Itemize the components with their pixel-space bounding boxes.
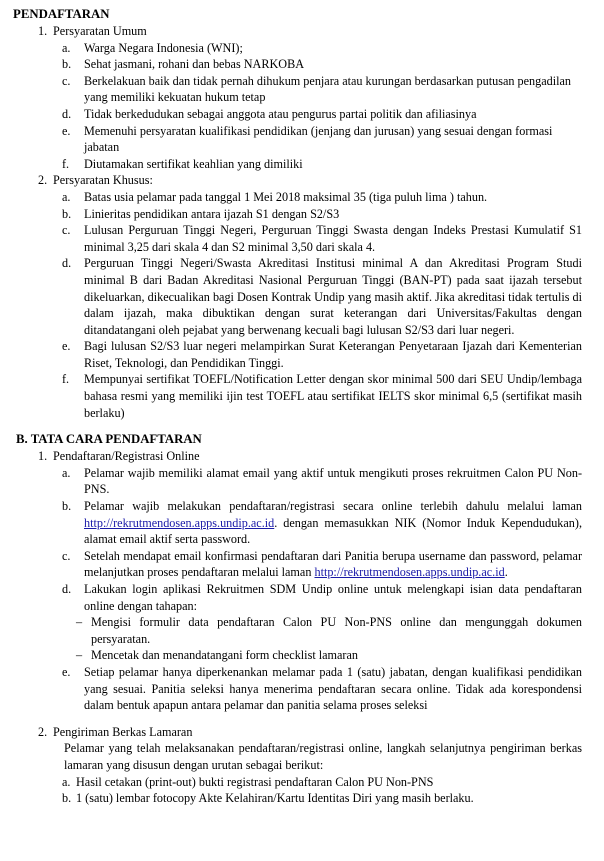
subsection-title: Persyaratan Umum	[53, 24, 147, 38]
list-item-text: Diutamakan sertifikat keahlian yang dimiliki	[84, 156, 303, 171]
list-letter: b.	[62, 57, 72, 72]
list-item	[0, 255, 604, 338]
list-number: 1.	[38, 24, 48, 38]
list-item-text: Bagi lulusan S2/S3 luar negeri melampirkan Surat Keterangan Penyetaraan Ijazah dari Kementerian Riset, Teknologi, dan Pendidikan Tinggi.	[84, 339, 582, 370]
list-item	[0, 790, 604, 807]
list-item	[0, 123, 604, 156]
list-item-text: Hasil cetakan (print-out) bukti registrasi pendaftaran Calon PU Non-PNS	[76, 774, 434, 789]
spacer	[0, 714, 604, 724]
list-item	[0, 56, 604, 73]
dash-bullet: –	[76, 615, 83, 630]
list-item-text: Lakukan login aplikasi Rekruitmen SDM Undip online untuk melengkapi isian data pendaftaran online dengan tahapan:	[84, 582, 582, 613]
list-letter: d.	[62, 256, 72, 271]
list-item-text: Mempunyai sertifikat TOEFL/Notification Letter dengan skor minimal 500 dari SEU Undip/lembaga bahasa resmi yang memiliki ijin test TOEFL atau sertifikat IELTS skor minimal 6,5 (sertifikat masih berlaku)	[84, 372, 582, 420]
list-letter: e.	[62, 664, 71, 679]
list-item	[0, 498, 604, 548]
document-page	[0, 6, 604, 807]
list-item-text: Linieritas pendidikan antara ijazah S1 dengan S2/S3	[84, 206, 340, 221]
list-letter: f.	[62, 372, 70, 387]
list-item-text: Sehat jasmani, rohani dan bebas NARKOBA	[84, 57, 305, 72]
spacer	[0, 421, 604, 431]
dash-item-text: Mengisi formulir data pendaftaran Calon PU Non-PNS online dan mengunggah dokumen persyaratan.	[91, 615, 582, 646]
list-item-text-continued: . dengan memasukkan NIK (Nomor Induk Kependudukan), alamat email aktif serta password.	[84, 515, 582, 547]
list-item-text-continued: .	[504, 565, 508, 580]
list-number: 1.	[38, 449, 48, 464]
section-heading-pendaftaran: PENDAFTARAN	[13, 7, 110, 21]
dash-item	[0, 614, 604, 647]
list-item	[0, 664, 604, 714]
list-number: 2.	[38, 173, 48, 188]
list-item-text: Setiap pelamar hanya diperkenankan melamar pada 1 (satu) jabatan, dengan kualifikasi pendidikan yang sesuai. Panitia seleksi hanya menerima pendaftaran secara online. Tidak ada korespondensi dalam bentuk apapun antara pelamar dan panitia selama proses seleksi	[84, 664, 582, 713]
list-item	[0, 189, 604, 206]
list-item	[0, 338, 604, 371]
list-item-text: Pelamar wajib memiliki alamat email yang aktif untuk mengikuti proses rekruitmen Calon PU Non-PNS.	[84, 465, 582, 497]
dash-bullet: –	[76, 648, 83, 663]
list-item-text: Setelah mendapat email konfirmasi pendaftaran dari Panitia berupa username dan password, pelamar melanjutkan proses pendaftaran melalui laman	[84, 548, 582, 580]
list-number: 2.	[38, 724, 48, 739]
list-item-text: Tidak berkedudukan sebagai anggota atau pengurus partai politik dan afiliasinya	[84, 106, 477, 121]
subsection-pengiriman-berkas	[0, 724, 604, 741]
list-item	[0, 40, 604, 57]
list-item	[0, 222, 604, 255]
dash-item	[0, 647, 604, 664]
subsection-persyaratan-khusus	[0, 172, 604, 189]
paragraph: Pelamar yang telah melaksanakan pendaftaran/registrasi online, langkah selanjutnya pengiriman berkas lamaran yang disusun dengan urutan sebagai berikut:	[64, 741, 582, 772]
list-item	[0, 465, 604, 498]
list-letter: f.	[62, 156, 70, 171]
list-item	[0, 774, 604, 791]
list-letter: a.	[62, 40, 71, 55]
list-letter: d.	[62, 582, 72, 596]
list-item-text: Pelamar wajib melakukan pendaftaran/registrasi secara online terlebih dahulu melalui laman	[84, 499, 582, 514]
subsection-title: Pengiriman Berkas Lamaran	[53, 724, 193, 739]
subsection-persyaratan-umum	[0, 23, 604, 40]
list-item-text: Perguruan Tinggi Negeri/Swasta Akreditasi Institusi minimal A dan Akreditasi Program Studi minimal B dari Badan Akreditasi Nasional Perguruan Tinggi (BAN-PT) pada saat ijazah tersebut dikeluarkan, dikecualikan bagi Dosen Kontrak Undip yang masih aktif. Jika akreditasi tidak tertulis di dalam ijazah, maka dibuktikan dengan surat keterangan dari Universitas/Fakultas dengan ditandatangani oleh pejabat yang berwenang kecuali bagi lulusan S2/S3 dari luar negeri.	[84, 256, 582, 337]
subsection-title: Persyaratan Khusus:	[53, 173, 153, 188]
list-item	[0, 371, 604, 421]
list-letter: a.	[62, 774, 71, 789]
list-item-text: Batas usia pelamar pada tanggal 1 Mei 2018 maksimal 35 (tiga puluh lima ) tahun.	[84, 189, 488, 204]
list-item-text: Memenuhi persyaratan kualifikasi pendidikan (jenjang dan jurusan) yang sesuai dengan formasi jabatan	[84, 123, 553, 155]
registration-link[interactable]: http://rekrutmendosen.apps.undip.ac.id	[314, 565, 505, 580]
list-item-text: Lulusan Perguruan Tinggi Negeri, Perguruan Tinggi Swasta dengan Indeks Prestasi Kumulatif S1 minimal 3,25 dari skala 4 dan S2 minimal 3,50 dari skala 4.	[84, 223, 582, 254]
list-item	[0, 206, 604, 223]
list-letter: c.	[62, 223, 71, 238]
list-item	[0, 106, 604, 123]
list-letter: c.	[62, 548, 71, 563]
list-item	[0, 581, 604, 614]
dash-item-text: Mencetak dan menandatangani form checklist lamaran	[91, 648, 358, 663]
list-item-text: Warga Negara Indonesia (WNI);	[84, 40, 243, 55]
list-item	[0, 73, 604, 106]
section-heading-tata-cara: B. TATA CARA PENDAFTARAN	[16, 432, 202, 447]
subsection-title: Pendaftaran/Registrasi Online	[53, 449, 200, 464]
list-letter: a.	[62, 189, 71, 204]
list-letter: b.	[62, 206, 72, 221]
list-letter: e.	[62, 123, 71, 138]
list-letter: b.	[62, 499, 72, 514]
list-item-text: 1 (satu) lembar fotocopy Akte Kelahiran/Kartu Identitas Diri yang masih berlaku.	[76, 791, 474, 806]
list-item-text: Berkelakuan baik dan tidak pernah dihukum penjara atau kurungan berdasarkan putusan pengadilan yang memiliki kekuatan hukum tetap	[84, 73, 571, 105]
subsection-registrasi-online	[0, 448, 604, 465]
registration-link[interactable]: http://rekrutmendosen.apps.undip.ac.id	[84, 515, 275, 530]
list-letter: d.	[62, 106, 72, 121]
list-letter: e.	[62, 339, 71, 354]
list-item	[0, 548, 604, 581]
list-item	[0, 156, 604, 173]
list-letter: a.	[62, 465, 71, 480]
list-letter: c.	[62, 73, 71, 88]
list-letter: b.	[62, 791, 72, 806]
